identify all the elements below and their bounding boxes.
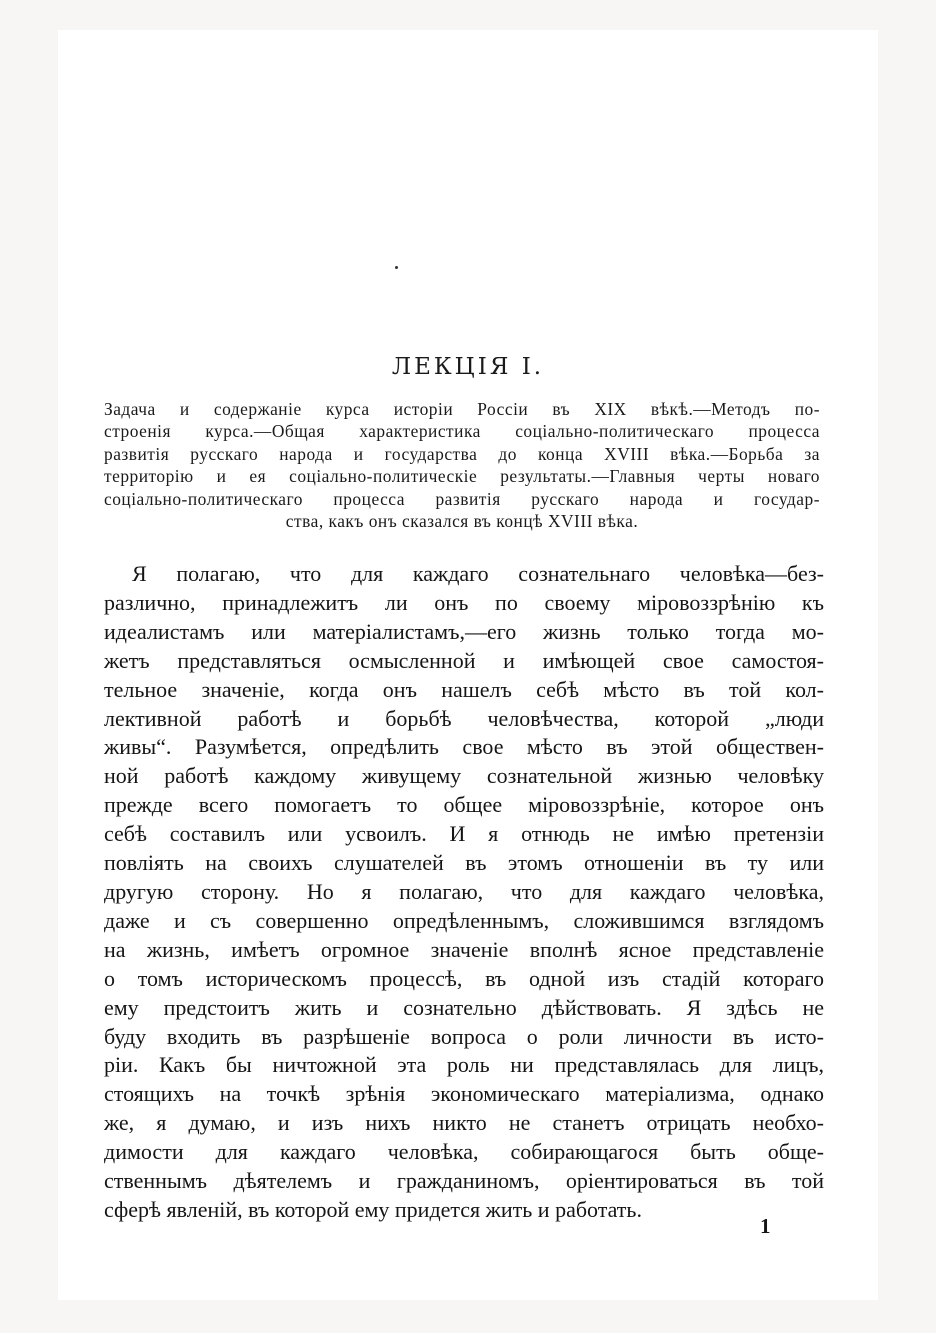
body-line: ріи. Какъ бы ничтожной эта роль ни представлялась для лицъ,	[104, 1052, 824, 1078]
body-line: повліять на своихъ слушателей въ этомъ отношеніи въ ту или	[104, 850, 824, 876]
body-line: ной работѣ каждому живущему сознательной жизнью человѣку	[104, 763, 824, 789]
body-line: буду входить въ разрѣшеніе вопроса о роли личности въ исто-	[104, 1023, 824, 1049]
body-line: ему предстоитъ жить и сознательно дѣйствовать. Я здѣсь не	[104, 994, 824, 1020]
summary-line: Задача и содержаніе курса исторіи Россіи въ XIX вѣкѣ.—Методъ по-	[104, 399, 820, 419]
body-line: же, я думаю, и изъ нихъ никто не станетъ отрицать необхо-	[104, 1110, 824, 1136]
summary-line: соціально-политическаго процесса развитія русскаго народа и государ-	[104, 488, 820, 509]
body-line: другую сторону. Но я полагаю, что для каждаго человѣка,	[104, 878, 824, 904]
body-line: Я полагаю, что для каждаго сознательнаго человѣка—без-	[132, 561, 824, 586]
body-line: димости для каждаго человѣка, собирающагося быть обще-	[104, 1139, 824, 1165]
lecture-title: ЛЕКЦІЯ I.	[391, 354, 545, 380]
body-line: живы“. Разумѣется, опредѣлить свое мѣсто въ этой обществен-	[104, 734, 824, 760]
body-line: различно, принадлежитъ ли онъ по своему міровоззрѣнію къ	[104, 589, 824, 615]
ink-speck	[395, 266, 398, 269]
body-line: ственнымъ дѣятелемъ и гражданиномъ, оріентироваться въ той	[104, 1168, 824, 1194]
summary-line: ства, какъ онъ сказался въ концѣ XVIII вѣка.	[285, 511, 639, 532]
body-line: стоящихъ на точкѣ зрѣнія экономическаго матеріализма, однако	[104, 1081, 824, 1107]
body-line: лективной работѣ и борьбѣ человѣчества, которой „люди	[104, 705, 824, 731]
body-line: идеалистамъ или матеріалистамъ,—его жизнь только тогда мо-	[104, 618, 824, 644]
body-line: жетъ представляться осмысленной и имѣющей свое самостоя-	[104, 647, 824, 673]
summary-line: строенія курса.—Общая характеристика соціально-политическаго процесса	[104, 421, 820, 442]
chapter-summary	[104, 398, 820, 532]
body-line: прежде всего помогаетъ то общее міровоззрѣніе, которое онъ	[104, 792, 824, 818]
summary-line: территорію и ея соціально-политическіе результаты.—Главныя черты новаго	[104, 466, 820, 487]
body-line: сферѣ явленій, въ которой ему придется жить и работать.	[104, 1196, 642, 1222]
body-paragraph	[104, 560, 824, 1225]
book-page	[58, 30, 878, 1300]
body-line: тельное значеніе, когда онъ нашелъ себѣ мѣсто въ той кол-	[104, 676, 824, 702]
summary-line: развитія русскаго народа и государства до конца XVIII вѣка.—Борьба за	[104, 443, 820, 464]
body-line: себѣ составилъ или усвоилъ. И я отнюдь не имѣю претензіи	[104, 821, 824, 847]
body-line: о томъ историческомъ процессѣ, въ одной изъ стадій котораго	[104, 965, 824, 991]
page-number: 1	[760, 1214, 771, 1238]
body-line: даже и съ совершенно опредѣленнымъ, сложившимся взглядомъ	[104, 907, 824, 933]
body-line: на жизнь, имѣетъ огромное значеніе вполнѣ ясное представленіе	[104, 936, 824, 962]
